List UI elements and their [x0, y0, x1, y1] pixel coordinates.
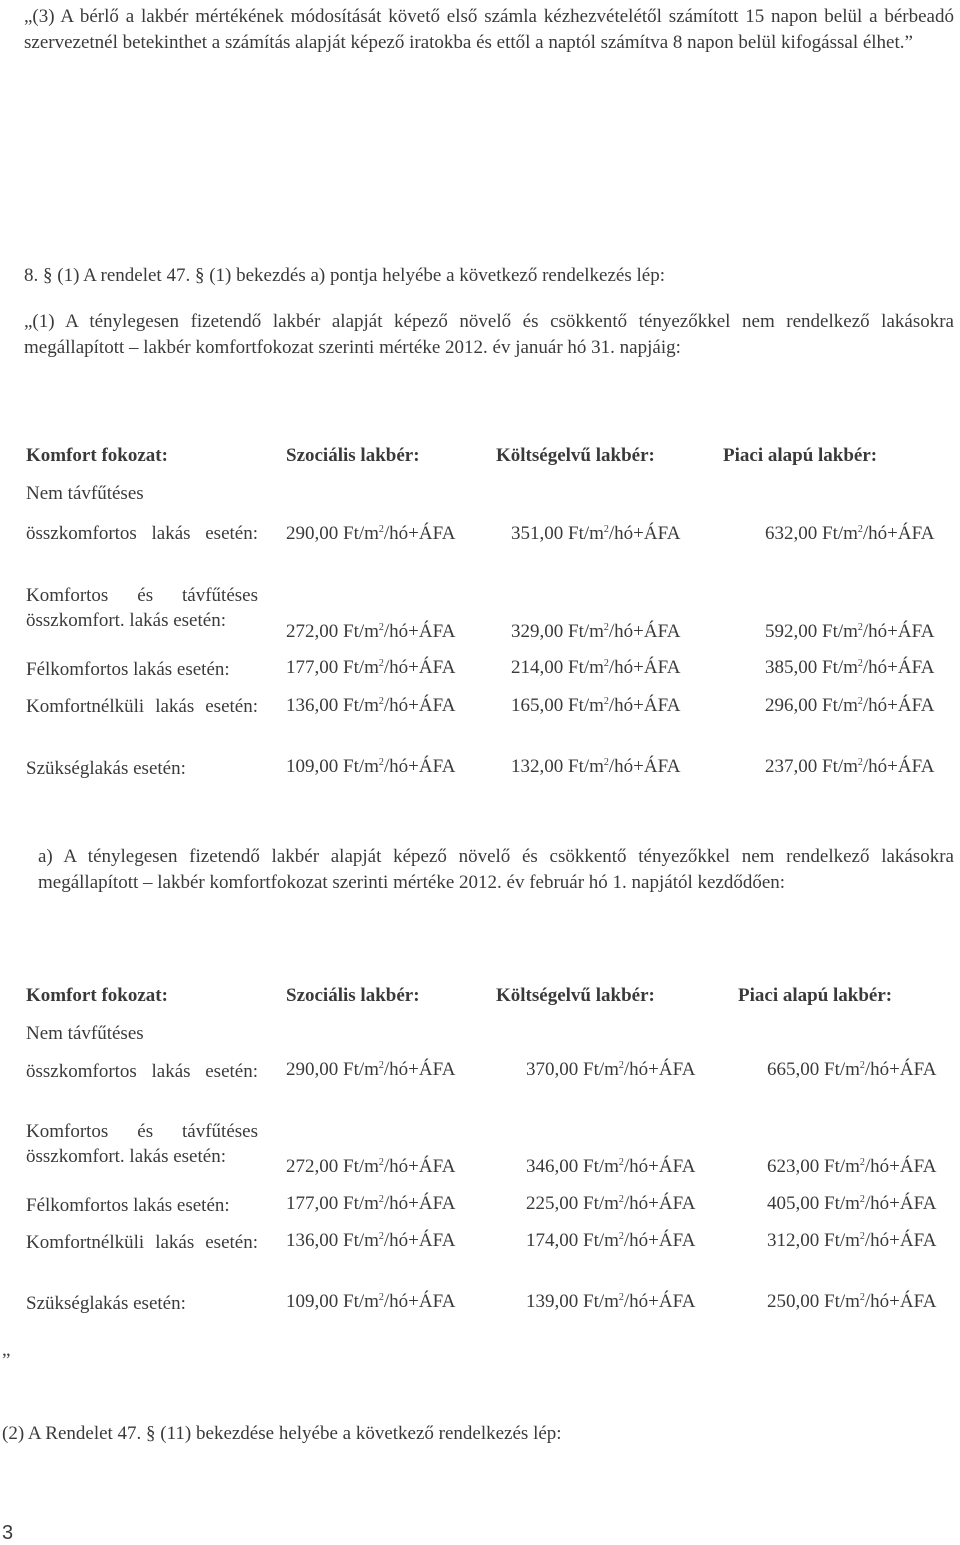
- header-szocialis: Szociális lakbér:: [286, 445, 420, 466]
- paragraph-3: „(3) A bérlő a lakbér mértékének módosítását követő első számla kézhezvételétől számított 15 napon belül a bérbeadó szervezetnél betekinthet a számítás alapját képező iratokba és ettől a naptól számítva 8 napon belül kifogással élhet.”: [24, 6, 954, 53]
- value-cell: 296,00 $Ft/m^2/hó+ÁFA$: [765, 695, 935, 716]
- header-komfort: Komfort fokozat:: [26, 445, 168, 466]
- value-cell: 272,00 $Ft/m^2/hó+ÁFA$: [286, 621, 456, 642]
- value-cell: 109,00 $Ft/m^2/hó+ÁFA$: [286, 1291, 456, 1312]
- value-cell: 272,00 $Ft/m^2/hó+ÁFA$: [286, 1156, 456, 1177]
- paragraph-2-heading: (2) A Rendelet 47. § (11) bekezdése helyébe a következő rendelkezés lép:: [2, 1423, 562, 1444]
- value-cell: 312,00 $Ft/m^2/hó+ÁFA$: [767, 1230, 937, 1251]
- value-cell: 632,00 $Ft/m^2/hó+ÁFA$: [765, 523, 935, 544]
- row-label: Félkomfortos lakás esetén:: [26, 1195, 230, 1216]
- header-piaci: Piaci alapú lakbér:: [723, 445, 878, 466]
- row-label: Félkomfortos lakás esetén:: [26, 659, 230, 680]
- header-piaci: Piaci alapú lakbér:: [738, 985, 893, 1006]
- value-cell: 623,00 $Ft/m^2/hó+ÁFA$: [767, 1156, 937, 1177]
- value-cell: 290,00 $Ft/m^2/hó+ÁFA$: [286, 1059, 456, 1080]
- row-label: Szükséglakás esetén:: [26, 758, 186, 779]
- value-cell: 136,00 $Ft/m^2/hó+ÁFA$: [286, 1230, 456, 1251]
- value-cell: 290,00 $Ft/m^2/hó+ÁFA$: [286, 523, 456, 544]
- rent-table-february: [26, 985, 958, 1325]
- value-cell: 139,00 $Ft/m^2/hó+ÁFA$: [526, 1291, 696, 1312]
- header-koltsegelvu: Költségelvű lakbér:: [496, 445, 655, 466]
- rent-table-january: [26, 445, 958, 790]
- value-cell: 109,00 $Ft/m^2/hó+ÁFA$: [286, 756, 456, 777]
- header-koltsegelvu: Költségelvű lakbér:: [496, 985, 655, 1006]
- row-label: Komfortnélküli lakás esetén:: [26, 696, 258, 717]
- value-cell: 665,00 $Ft/m^2/hó+ÁFA$: [767, 1059, 937, 1080]
- value-cell: 250,00 $Ft/m^2/hó+ÁFA$: [767, 1291, 937, 1312]
- value-cell: 329,00 $Ft/m^2/hó+ÁFA$: [511, 621, 681, 642]
- paragraph-a: a) A ténylegesen fizetendő lakbér alapját képező növelő és csökkentő tényezőkkel nem rendelkező lakásokra megállapított – lakbér komfortfokozat szerinti mértéke 2012. év február hó 1. napjától kezdődően:: [38, 846, 954, 893]
- value-cell: 385,00 $Ft/m^2/hó+ÁFA$: [765, 657, 935, 678]
- page-number: 3: [2, 1522, 14, 1544]
- row-label: Komfortnélküli lakás esetén:: [26, 1232, 258, 1253]
- value-cell: 165,00 $Ft/m^2/hó+ÁFA$: [511, 695, 681, 716]
- value-cell: 237,00 $Ft/m^2/hó+ÁFA$: [765, 756, 935, 777]
- paragraph-1-intro: „(1) A ténylegesen fizetendő lakbér alapját képező növelő és csökkentő tényezőkkel nem rendelkező lakásokra megállapított – lakbér komfortfokozat szerinti mértéke 2012. év január hó 31. napjáig:: [24, 311, 954, 358]
- value-cell: 405,00 $Ft/m^2/hó+ÁFA$: [767, 1193, 937, 1214]
- value-cell: 351,00 $Ft/m^2/hó+ÁFA$: [511, 523, 681, 544]
- value-cell: 346,00 $Ft/m^2/hó+ÁFA$: [526, 1156, 696, 1177]
- subhead-nem-tavfuteses: Nem távfűtéses: [26, 483, 144, 504]
- subhead-nem-tavfuteses: Nem távfűtéses: [26, 1023, 144, 1044]
- row-label: összkomfortos lakás esetén:: [26, 1061, 258, 1082]
- value-cell: 177,00 $Ft/m^2/hó+ÁFA$: [286, 1193, 456, 1214]
- header-szocialis: Szociális lakbér:: [286, 985, 420, 1006]
- section-8-heading: 8. § (1) A rendelet 47. § (1) bekezdés a) pontja helyébe a következő rendelkezés lép:: [24, 265, 665, 286]
- value-cell: 214,00 $Ft/m^2/hó+ÁFA$: [511, 657, 681, 678]
- value-cell: 174,00 $Ft/m^2/hó+ÁFA$: [526, 1230, 696, 1251]
- value-cell: 592,00 $Ft/m^2/hó+ÁFA$: [765, 621, 935, 642]
- row-label: Komfortos és távfűtéses összkomfort. lakás esetén:: [26, 585, 258, 631]
- value-cell: 225,00 $Ft/m^2/hó+ÁFA$: [526, 1193, 696, 1214]
- row-label: Komfortos és távfűtéses összkomfort. lakás esetén:: [26, 1121, 258, 1167]
- closing-quote: ”: [2, 1350, 11, 1371]
- value-cell: 177,00 $Ft/m^2/hó+ÁFA$: [286, 657, 456, 678]
- header-komfort: Komfort fokozat:: [26, 985, 168, 1006]
- value-cell: 136,00 $Ft/m^2/hó+ÁFA$: [286, 695, 456, 716]
- value-cell: 132,00 $Ft/m^2/hó+ÁFA$: [511, 756, 681, 777]
- value-cell: 370,00 $Ft/m^2/hó+ÁFA$: [526, 1059, 696, 1080]
- row-label: összkomfortos lakás esetén:: [26, 523, 258, 544]
- row-label: Szükséglakás esetén:: [26, 1293, 186, 1314]
